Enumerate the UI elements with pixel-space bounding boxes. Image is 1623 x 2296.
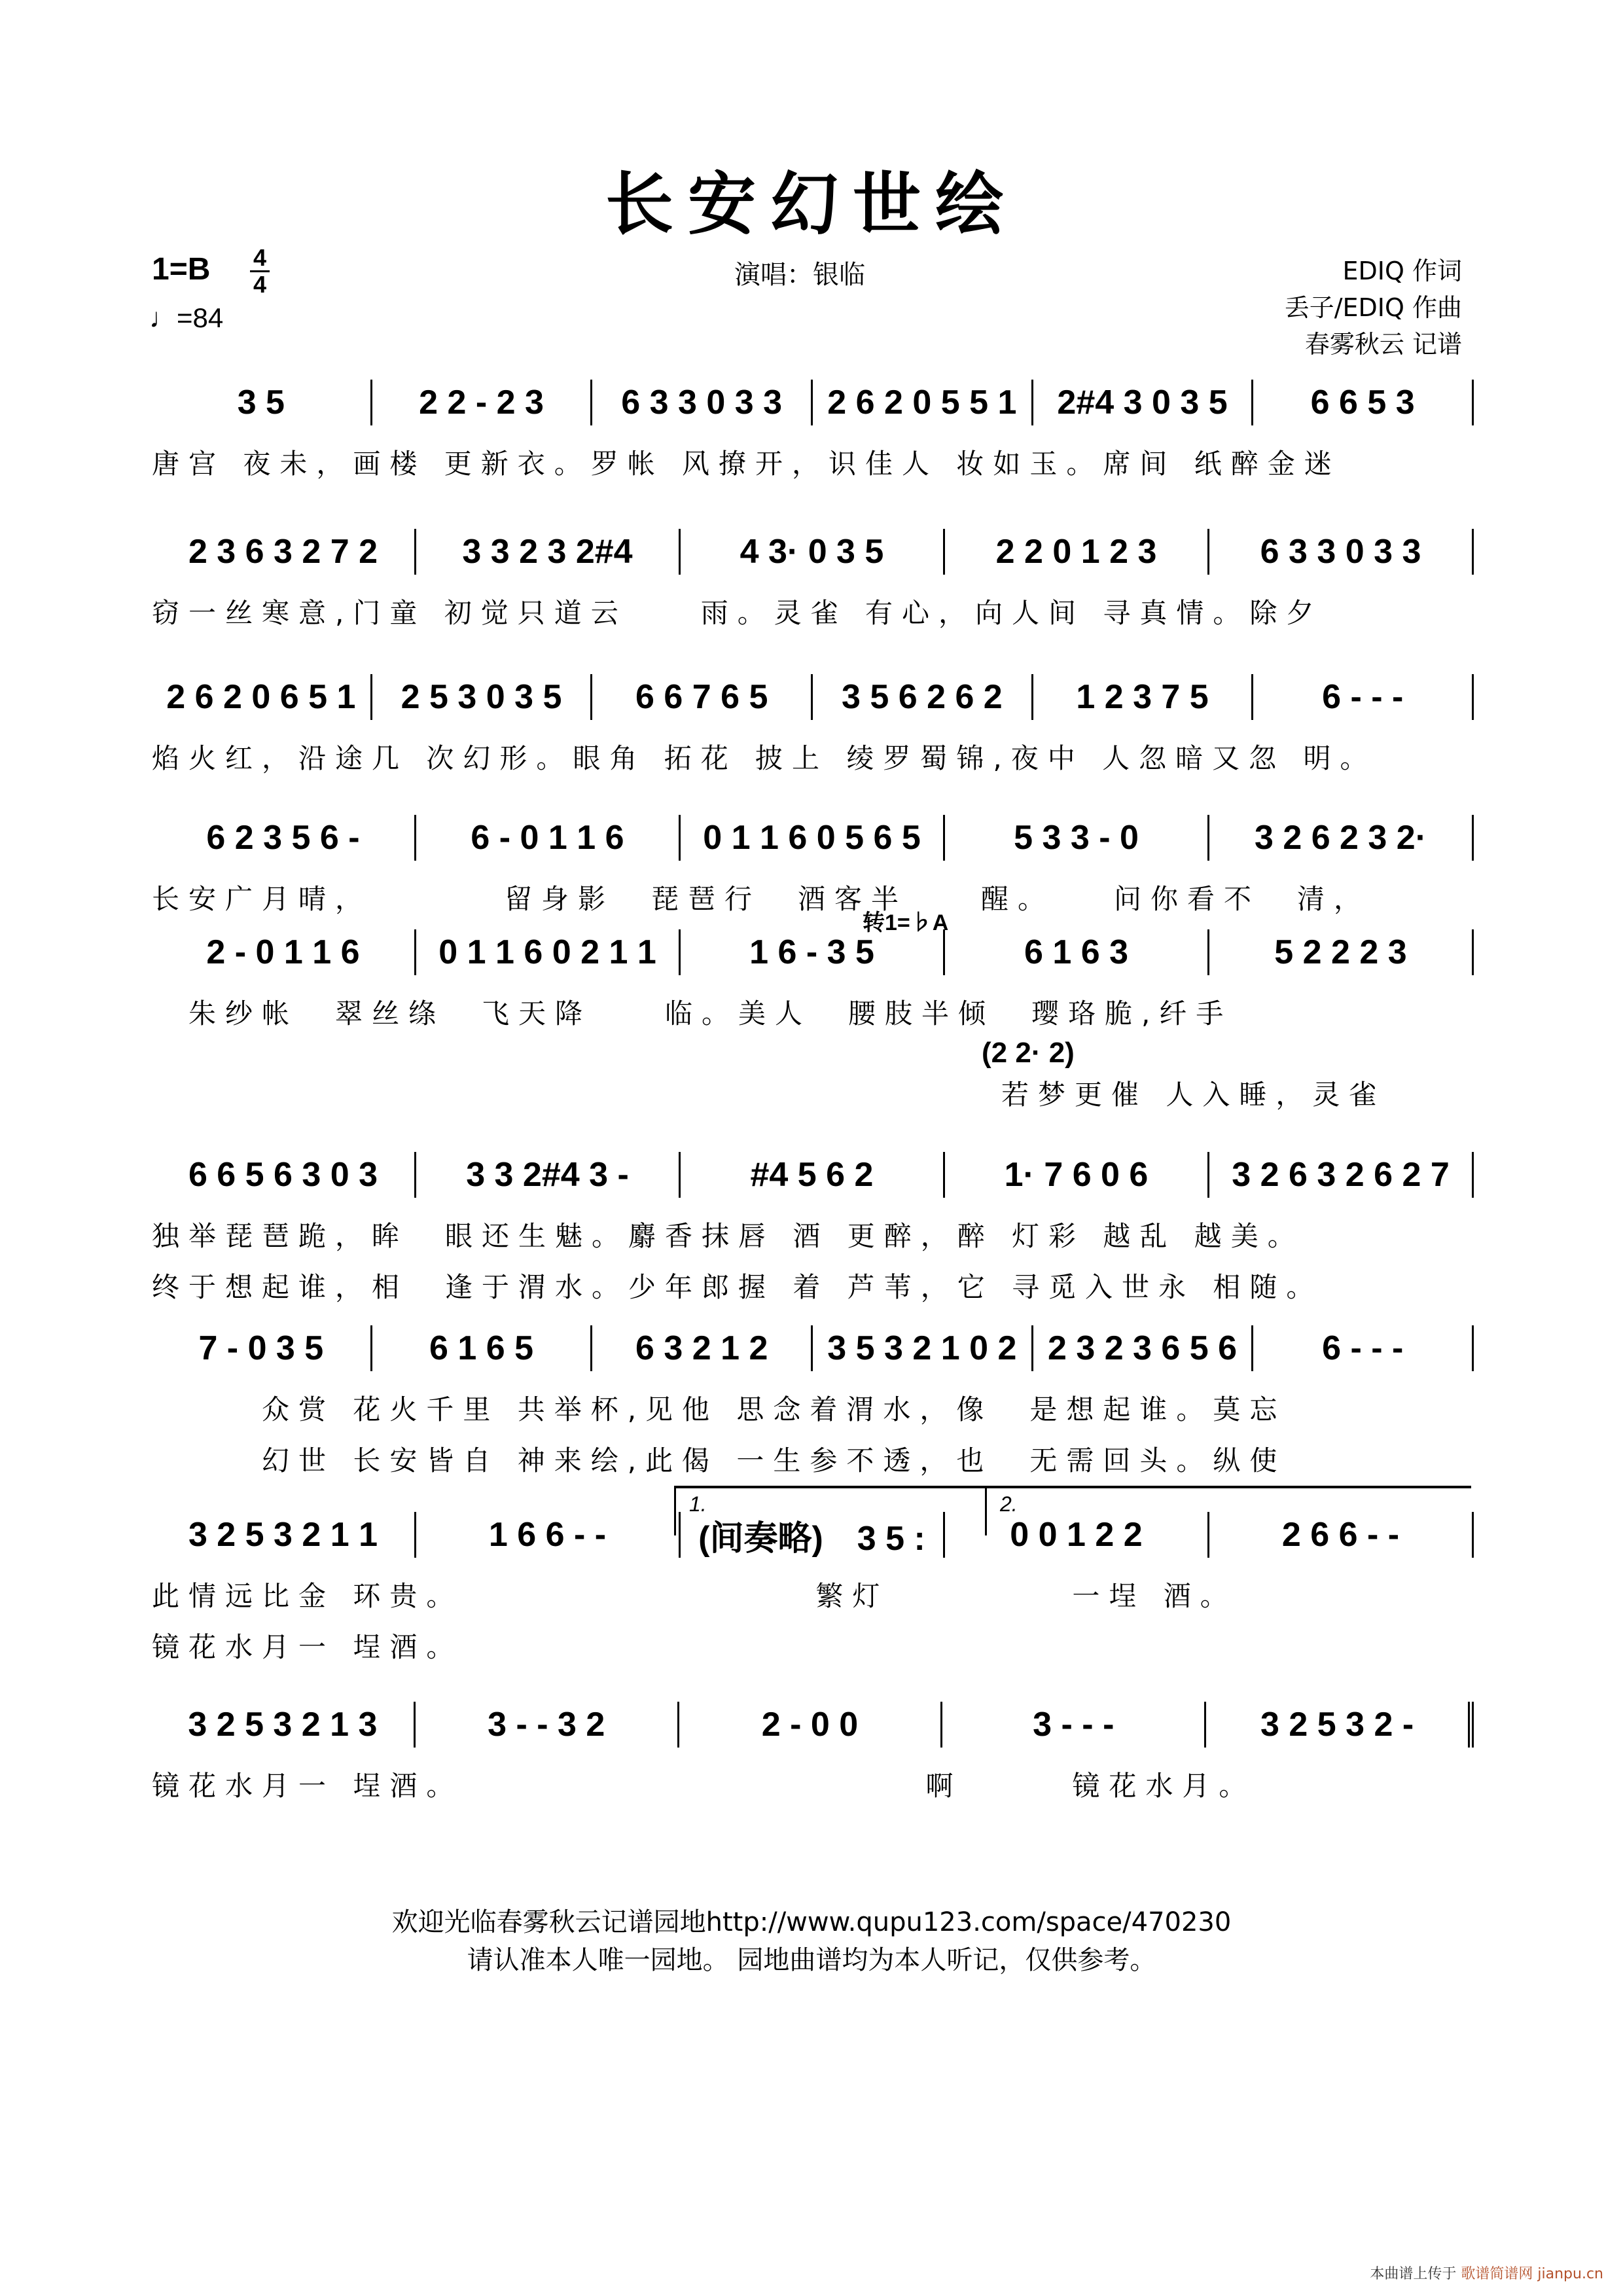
notation-line <box>152 1152 1474 1198</box>
notation-line <box>152 1702 1474 1748</box>
alternate-notes: (2 2· 2) <box>982 1037 1075 1069</box>
alternate-lyrics: 若梦更催 人入睡，灵雀 <box>1001 1079 1386 1111</box>
score-row <box>152 1152 1474 1305</box>
measure: 4 3· 0 3 5 <box>681 529 945 575</box>
score-row <box>152 674 1474 776</box>
notation-line <box>152 1325 1474 1371</box>
lyric-line: 唐宫 夜未，画楼 更新衣。罗帐 风撩开，识佳人 妆如玉。席间 纸醉金迷 <box>152 448 1341 480</box>
score-row <box>152 815 1474 917</box>
measure: 0 0 1 2 2 <box>945 1512 1209 1558</box>
lyric-line-verse-2: 终于想起谁，相 逢于渭水。少年郎握 着 芦苇，它 寻觅入世永 相随。 <box>152 1271 1323 1303</box>
measure: 0 1 1 6 0 2 1 1 <box>416 929 681 975</box>
measure: 3 5 3 2 1 0 2 <box>813 1325 1033 1371</box>
measure: 3 - - - <box>942 1702 1206 1748</box>
transcriber-credit: 春雾秋云 记谱 <box>1304 330 1462 359</box>
measure: 6 2 3 5 6 - <box>152 815 416 861</box>
measure: 1· 7 6 0 6 <box>945 1152 1209 1198</box>
measure: 6 1 6 3 <box>945 929 1209 975</box>
tempo-marking: ♩=84 <box>149 302 224 333</box>
measure: 1 2 3 7 5 <box>1033 674 1254 720</box>
lyric-line: 众赏 花火千里 共举杯,见他 思念着渭水，像 是想起谁。莫忘 <box>152 1393 1287 1426</box>
measure: 6 - - - <box>1253 1325 1474 1371</box>
measure: 6 1 6 5 <box>372 1325 593 1371</box>
lyric-line: 独举琵琶跪，眸 眼还生魅。麝香抹唇 酒 更醉，醉 灯彩 越乱 越美。 <box>152 1220 1304 1252</box>
score-row <box>152 1702 1474 1804</box>
notation-line <box>152 815 1474 861</box>
notation-line <box>152 929 1474 975</box>
time-signature: 4 4 <box>250 246 270 296</box>
lyric-line-verse-2: 镜花水月一 埕酒。 <box>152 1631 463 1663</box>
lyric-line: 长安广月晴， 留身影 琵琶行 酒客半 醒。 问你看不 清， <box>152 883 1371 915</box>
score-row <box>152 1325 1474 1479</box>
volta-2: 2. <box>985 1486 1471 1535</box>
volta-1: 1. <box>674 1486 990 1535</box>
footer-line-2: 请认准本人唯一园地。 园地曲谱均为本人听记，仅供参考。 <box>467 1945 1156 1975</box>
notation-line <box>152 529 1474 575</box>
footer-line-1: 欢迎光临春雾秋云记谱园地http://www.qupu123.com/space/470230 <box>391 1907 1232 1937</box>
measure: 2 - 0 0 <box>679 1702 943 1748</box>
composer-credit: 丢子/EDIQ 作曲 <box>1284 293 1462 322</box>
measure: 6 6 5 6 3 0 3 <box>152 1152 416 1198</box>
measure: 2 6 6 - - <box>1209 1512 1474 1558</box>
measure: 3 2 5 3 2 1 3 <box>152 1702 416 1748</box>
measure: 6 3 3 0 3 3 <box>1209 529 1474 575</box>
measure: 2 2 - 2 3 <box>372 380 593 425</box>
lyric-line: 此情远比金 环贵。 繁灯 一埕 酒。 <box>152 1580 1237 1612</box>
credits <box>1285 253 1462 363</box>
measure: 3 5 6 2 6 2 <box>813 674 1033 720</box>
measure: 3 5 <box>152 380 372 425</box>
measure: 5 2 2 2 3 <box>1209 929 1474 975</box>
measure: 3 3 2 3 2#4 <box>416 529 681 575</box>
lyricist-credit: EDIQ 作词 <box>1342 257 1462 285</box>
measure: 3 2 5 3 2 - <box>1206 1702 1474 1748</box>
lyric-line: 朱纱帐 翠丝绦 飞天降 临。美人 腰肢半倾 璎珞脆,纤手 <box>152 997 1233 1030</box>
measure: 3 2 6 3 2 6 2 7 <box>1209 1152 1474 1198</box>
measure: 3 3 2#4 3 - <box>416 1152 681 1198</box>
score-row <box>152 529 1474 631</box>
key-change: 转1=♭A <box>863 910 949 935</box>
measure: 2#4 3 0 3 5 <box>1033 380 1254 425</box>
watermark: 本曲谱上传于 歌谱简谱网 jianpu.cn <box>1370 2266 1603 2282</box>
song-title: 长安幻世绘 <box>605 164 1018 244</box>
measure: (间奏略) 3 5 : <box>681 1512 945 1558</box>
key-signature: 1=B <box>152 252 211 287</box>
measure: 6 3 3 0 3 3 <box>592 380 813 425</box>
measure: 2 - 0 1 1 6 <box>152 929 416 975</box>
lyric-line: 窃一丝寒意,门童 初觉只道云 雨。灵雀 有心，向人间 寻真情。除夕 <box>152 597 1323 629</box>
measure: 2 6 2 0 6 5 1 <box>152 674 372 720</box>
lyric-line: 镜花水月一 埕酒。 啊 镜花水月。 <box>152 1770 1256 1802</box>
measure: 5 3 3 - 0 <box>945 815 1209 861</box>
measure: 1 6 - 3 5 <box>681 929 945 975</box>
measure: 3 2 6 2 3 2· <box>1209 815 1474 861</box>
measure: 2 5 3 0 3 5 <box>372 674 593 720</box>
measure: 1 6 6 - - <box>416 1512 681 1558</box>
lyric-line: 焰火红，沿途几 次幻形。眼角 拓花 披上 绫罗蜀锦,夜中 人忽暗又忽 明。 <box>152 742 1377 774</box>
footer <box>0 1903 1623 1979</box>
lyric-line-verse-2: 幻世 长安皆自 神来绘,此偈 一生参不透，也 无需回头。纵使 <box>152 1444 1287 1477</box>
measure: 6 6 7 6 5 <box>592 674 813 720</box>
measure: 3 2 5 3 2 1 1 <box>152 1512 416 1558</box>
measure: 6 6 5 3 <box>1253 380 1474 425</box>
measure: 6 3 2 1 2 <box>592 1325 813 1371</box>
score-row <box>152 380 1474 482</box>
measure: #4 5 6 2 <box>681 1152 945 1198</box>
measure: 2 2 0 1 2 3 <box>945 529 1209 575</box>
notation-line <box>152 674 1474 720</box>
measure: 0 1 1 6 0 5 6 5 <box>681 815 945 861</box>
notation-line <box>152 380 1474 425</box>
measure: 3 - - 3 2 <box>416 1702 679 1748</box>
measure: 6 - - - <box>1253 674 1474 720</box>
singer-credit: 演唱：银临 <box>734 260 865 290</box>
measure: 7 - 0 3 5 <box>152 1325 372 1371</box>
measure: 6 - 0 1 1 6 <box>416 815 681 861</box>
measure: 2 3 2 3 6 5 6 <box>1033 1325 1254 1371</box>
measure: 2 6 2 0 5 5 1 <box>813 380 1033 425</box>
measure: 2 3 6 3 2 7 2 <box>152 529 416 575</box>
score-row <box>152 929 1474 1031</box>
